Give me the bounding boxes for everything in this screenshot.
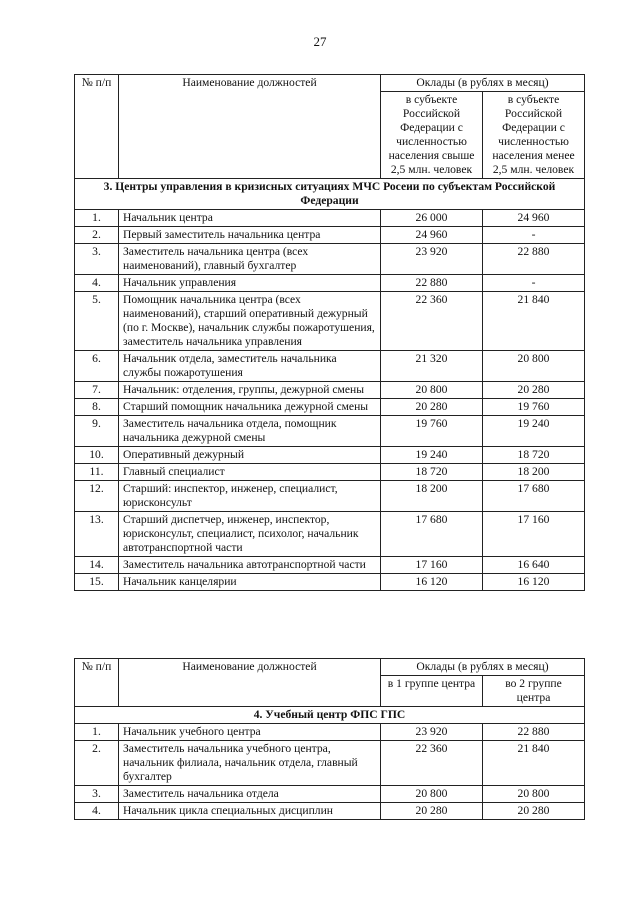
position-name: Заместитель начальника отдела, помощник начальника дежурной смены bbox=[119, 416, 381, 447]
table1-section-row bbox=[75, 179, 585, 210]
section-title: 4. Учебный центр ФПС ГПС bbox=[75, 707, 585, 724]
position-name: Заместитель начальника отдела bbox=[119, 786, 381, 803]
position-name: Начальник учебного центра bbox=[119, 724, 381, 741]
salary-value: - bbox=[483, 275, 585, 292]
table-row bbox=[75, 416, 585, 447]
row-number: 4. bbox=[75, 803, 119, 820]
position-name: Заместитель начальника автотранспортной части bbox=[119, 557, 381, 574]
salary-value: 17 680 bbox=[381, 512, 483, 557]
table2-body bbox=[75, 659, 585, 820]
position-name: Оперативный дежурный bbox=[119, 447, 381, 464]
header-num: № п/п bbox=[75, 75, 119, 179]
row-number: 1. bbox=[75, 724, 119, 741]
table2-section-row bbox=[75, 707, 585, 724]
salary-value: 24 960 bbox=[483, 210, 585, 227]
table-row bbox=[75, 512, 585, 557]
header-position-name: Наименование должностей bbox=[119, 75, 381, 179]
salary-value: 22 880 bbox=[483, 724, 585, 741]
salary-value: 19 240 bbox=[483, 416, 585, 447]
salary-value: 20 280 bbox=[381, 399, 483, 416]
table-row bbox=[75, 275, 585, 292]
salary-value: 19 760 bbox=[381, 416, 483, 447]
header-num: № п/п bbox=[75, 659, 119, 707]
row-number: 14. bbox=[75, 557, 119, 574]
salary-value: 18 200 bbox=[483, 464, 585, 481]
salary-value: 16 120 bbox=[483, 574, 585, 591]
salary-value: 22 880 bbox=[381, 275, 483, 292]
salary-value: 17 160 bbox=[381, 557, 483, 574]
salary-value: 26 000 bbox=[381, 210, 483, 227]
position-name: Заместитель начальника центра (всех наименований), главный бухгалтер bbox=[119, 244, 381, 275]
table2-header-row bbox=[75, 659, 585, 676]
row-number: 11. bbox=[75, 464, 119, 481]
header-salary: Оклады (в рублях в месяц) bbox=[381, 659, 585, 676]
position-name: Начальник центра bbox=[119, 210, 381, 227]
salary-value: 23 920 bbox=[381, 724, 483, 741]
row-number: 3. bbox=[75, 244, 119, 275]
salary-value: 24 960 bbox=[381, 227, 483, 244]
position-name: Первый заместитель начальника центра bbox=[119, 227, 381, 244]
subheader-group-1: в 1 группе центра bbox=[381, 676, 483, 707]
salary-value: 20 800 bbox=[483, 786, 585, 803]
salary-value: 20 800 bbox=[381, 786, 483, 803]
table-row bbox=[75, 574, 585, 591]
salary-value: 22 360 bbox=[381, 741, 483, 786]
salary-value: 20 280 bbox=[381, 803, 483, 820]
table-row bbox=[75, 244, 585, 275]
table1-body bbox=[75, 75, 585, 591]
salary-value: 16 640 bbox=[483, 557, 585, 574]
position-name: Заместитель начальника учебного центра, начальник филиала, начальник отдела, главный бухгалтер bbox=[119, 741, 381, 786]
table1-header-row bbox=[75, 75, 585, 92]
salary-value: 21 320 bbox=[381, 351, 483, 382]
row-number: 4. bbox=[75, 275, 119, 292]
salary-value: 17 160 bbox=[483, 512, 585, 557]
salary-value: 21 840 bbox=[483, 741, 585, 786]
position-name: Начальник канцелярии bbox=[119, 574, 381, 591]
table-row bbox=[75, 786, 585, 803]
row-number: 8. bbox=[75, 399, 119, 416]
salary-value: 18 200 bbox=[381, 481, 483, 512]
table-row bbox=[75, 351, 585, 382]
row-number: 3. bbox=[75, 786, 119, 803]
row-number: 9. bbox=[75, 416, 119, 447]
header-salary: Оклады (в рублях в месяц) bbox=[381, 75, 585, 92]
table-row bbox=[75, 481, 585, 512]
row-number: 1. bbox=[75, 210, 119, 227]
table-row bbox=[75, 399, 585, 416]
row-number: 12. bbox=[75, 481, 119, 512]
salary-value: 22 880 bbox=[483, 244, 585, 275]
row-number: 5. bbox=[75, 292, 119, 351]
table-row bbox=[75, 803, 585, 820]
salary-value: 20 800 bbox=[483, 351, 585, 382]
row-number: 2. bbox=[75, 741, 119, 786]
subheader-under-2-5m: в субъекте Российской Федерации с численностью населения менее 2,5 млн. человек bbox=[483, 92, 585, 179]
salary-value: 16 120 bbox=[381, 574, 483, 591]
position-name: Старший помощник начальника дежурной смены bbox=[119, 399, 381, 416]
table-row bbox=[75, 227, 585, 244]
row-number: 13. bbox=[75, 512, 119, 557]
subheader-over-2-5m: в субъекте Российской Федерации с численностью населения свыше 2,5 млн. человек bbox=[381, 92, 483, 179]
row-number: 7. bbox=[75, 382, 119, 399]
row-number: 6. bbox=[75, 351, 119, 382]
page-number: 27 bbox=[313, 34, 327, 49]
table-row bbox=[75, 741, 585, 786]
salary-value: 18 720 bbox=[483, 447, 585, 464]
salary-value: 17 680 bbox=[483, 481, 585, 512]
salary-table-emergency-centers bbox=[74, 74, 585, 591]
row-number: 15. bbox=[75, 574, 119, 591]
salary-value: 18 720 bbox=[381, 464, 483, 481]
header-position-name: Наименование должностей bbox=[119, 659, 381, 707]
position-name: Начальник отдела, заместитель начальника службы пожаротушения bbox=[119, 351, 381, 382]
subheader-group-2: во 2 группе центра bbox=[483, 676, 585, 707]
row-number: 10. bbox=[75, 447, 119, 464]
salary-value: 22 360 bbox=[381, 292, 483, 351]
position-name: Главный специалист bbox=[119, 464, 381, 481]
table-row bbox=[75, 210, 585, 227]
position-name: Старший диспетчер, инженер, инспектор, юрисконсульт, специалист, психолог, начальник автотранспортной части bbox=[119, 512, 381, 557]
salary-value: 20 280 bbox=[483, 382, 585, 399]
table-row bbox=[75, 557, 585, 574]
salary-value: 21 840 bbox=[483, 292, 585, 351]
position-name: Начальник управления bbox=[119, 275, 381, 292]
table-row bbox=[75, 382, 585, 399]
position-name: Начальник цикла специальных дисциплин bbox=[119, 803, 381, 820]
section-title: 3. Центры управления в кризисных ситуациях МЧС Росеии по субъектам Российской Федерации bbox=[75, 179, 585, 210]
position-name: Начальник: отделения, группы, дежурной смены bbox=[119, 382, 381, 399]
table-row bbox=[75, 724, 585, 741]
salary-table-training-center bbox=[74, 658, 585, 820]
table-row bbox=[75, 447, 585, 464]
salary-value: 23 920 bbox=[381, 244, 483, 275]
row-number: 2. bbox=[75, 227, 119, 244]
salary-value: 20 280 bbox=[483, 803, 585, 820]
salary-value: 19 760 bbox=[483, 399, 585, 416]
salary-value: 20 800 bbox=[381, 382, 483, 399]
table-row bbox=[75, 292, 585, 351]
salary-value: 19 240 bbox=[381, 447, 483, 464]
table-row bbox=[75, 464, 585, 481]
position-name: Старший: инспектор, инженер, специалист, юрисконсульт bbox=[119, 481, 381, 512]
salary-value: - bbox=[483, 227, 585, 244]
position-name: Помощник начальника центра (всех наименований), старший оперативный дежурный (по г. Москве), начальник службы пожаротушения, заместитель начальника управления bbox=[119, 292, 381, 351]
